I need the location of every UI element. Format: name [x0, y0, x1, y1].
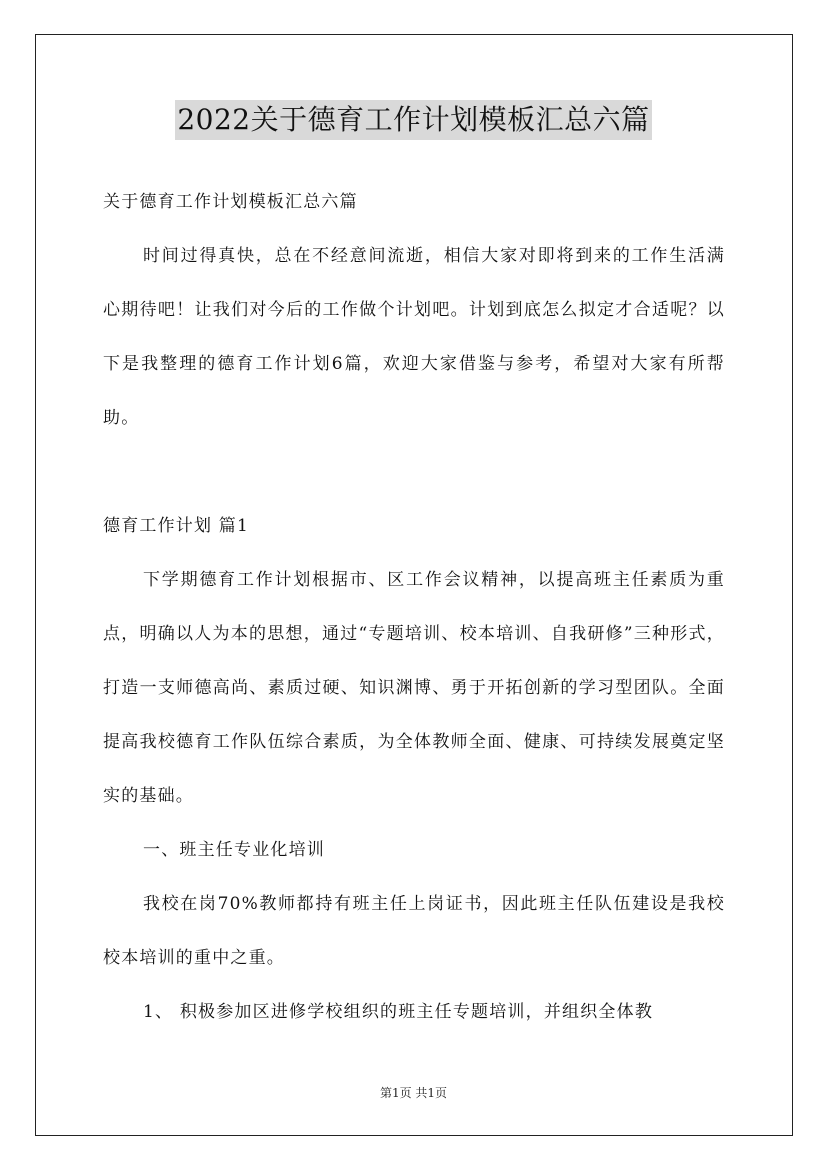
subheading: 一、班主任专业化培训	[143, 840, 325, 860]
list-item: 1、 积极参加区进修学校组织的班主任专题培训，并组织全体教	[143, 1002, 654, 1022]
subtitle: 关于德育工作计划模板汇总六篇	[103, 192, 358, 212]
spacer	[103, 445, 725, 499]
page-footer: 第1页 共1页	[379, 1086, 448, 1100]
intro-paragraph: 时间过得真快，总在不经意间流逝，相信大家对即将到来的工作生活满心期待吧！让我们对今后的工作做个计划吧。计划到底怎么拟定才合适呢？以下是我整理的德育工作计划6篇，欢迎大家借鉴与参考，希望对大家有所帮助。	[103, 246, 725, 428]
document-body	[103, 175, 725, 1039]
body-paragraph: 下学期德育工作计划根据市、区工作会议精神，以提高班主任素质为重点，明确以人为本的思想，通过“专题培训、校本培训、自我研修”三种形式，打造一支师德高尚、素质过硬、知识渊博、勇于开拓创新的学习型团队。全面提高我校德育工作队伍综合素质，为全体教师全面、健康、可持续发展奠定坚实的基础。	[103, 570, 725, 806]
document-title: 2022关于德育工作计划模板汇总六篇	[175, 100, 651, 140]
title-container	[0, 100, 827, 140]
body-paragraph: 我校在岗70%教师都持有班主任上岗证书，因此班主任队伍建设是我校校本培训的重中之重。	[103, 894, 725, 968]
section-heading: 德育工作计划 篇1	[103, 516, 250, 536]
